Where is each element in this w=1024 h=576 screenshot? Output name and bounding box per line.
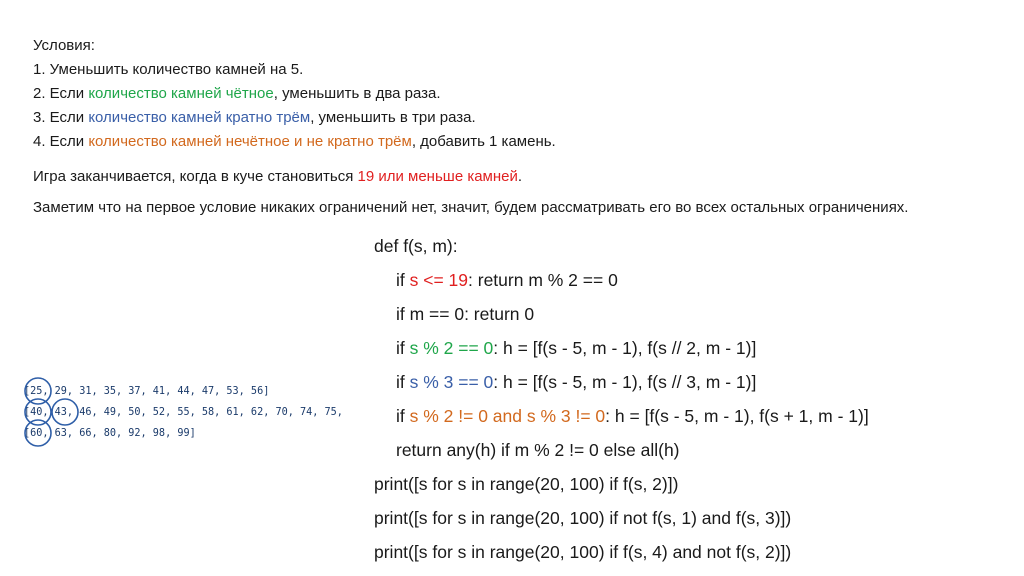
- code-even-moves: : h = [f(s - 5, m - 1), f(s // 2, m - 1)]: [493, 338, 757, 358]
- code-line-print-1: print([s for s in range(20, 100) if f(s, 2)]): [374, 474, 679, 494]
- code-triple-moves: : h = [f(s - 5, m - 1), f(s // 3, m - 1)]: [493, 372, 757, 392]
- condition-4-suffix: , добавить 1 камень.: [411, 133, 556, 150]
- code-line-odd: [374, 399, 869, 433]
- game-end-suffix: .: [517, 168, 523, 185]
- condition-3: [33, 106, 556, 130]
- code-odd-moves: : h = [f(s - 5, m - 1), f(s + 1, m - 1)]: [605, 406, 869, 426]
- condition-2-prefix: 2. Если: [33, 85, 89, 102]
- condition-2-highlight: количество камней чётное: [88, 85, 274, 102]
- code-odd-condition: s % 2 != 0 and s % 3 != 0: [409, 406, 606, 426]
- code-even-condition: s % 2 == 0: [409, 338, 494, 358]
- code-if-keyword: if: [396, 372, 410, 392]
- conditions-block: [33, 34, 556, 154]
- condition-4: [33, 130, 556, 154]
- code-line-even: [374, 331, 869, 365]
- output-arrays: [24, 381, 343, 444]
- code-line-def: def f(s, m):: [374, 236, 458, 256]
- code-line-triple: [374, 365, 869, 399]
- code-line-print-2: print([s for s in range(20, 100) if not f(s, 1) and f(s, 3)]): [374, 508, 792, 528]
- code-line-return: return any(h) if m % 2 != 0 else all(h): [396, 440, 680, 460]
- code-return-expr: : return m % 2 == 0: [468, 270, 618, 290]
- note-text: Заметим что на первое условие никаких ограничений нет, значит, будем рассматривать его во всех остальных ограничениях.: [33, 199, 909, 216]
- code-line-zero-moves: if m == 0: return 0: [396, 304, 535, 324]
- code-if-keyword: if: [396, 270, 410, 290]
- game-end-highlight: 19 или меньше камней: [357, 168, 518, 185]
- code-if-keyword: if: [396, 338, 410, 358]
- condition-2: [33, 82, 556, 106]
- game-end-prefix: Игра заканчивается, когда в куче становиться: [33, 168, 358, 185]
- code-line-base-case: [374, 263, 869, 297]
- condition-3-highlight: количество камней кратно трём: [88, 109, 311, 126]
- code-line-print-3: print([s for s in range(20, 100) if f(s, 4) and not f(s, 2)]): [374, 542, 792, 562]
- code-if-keyword: if: [396, 406, 410, 426]
- conditions-title: Условия:: [33, 37, 95, 54]
- code-triple-condition: s % 3 == 0: [409, 372, 494, 392]
- code-end-condition: s <= 19: [409, 270, 469, 290]
- condition-4-prefix: 4. Если: [33, 133, 89, 150]
- game-end-text: [33, 166, 522, 188]
- output-row-2: [40, 43, 46, 49, 50, 52, 55, 58, 61, 62, 70, 74, 75,: [24, 407, 343, 418]
- condition-3-suffix: , уменьшить в три раза.: [310, 109, 476, 126]
- code-block: [374, 229, 869, 569]
- output-row-3: [60, 63, 66, 80, 92, 98, 99]: [24, 428, 196, 439]
- output-row-1: [25, 29, 31, 35, 37, 41, 44, 47, 53, 56]: [24, 386, 270, 397]
- condition-3-prefix: 3. Если: [33, 109, 89, 126]
- condition-4-highlight: количество камней нечётное и не кратно трём: [88, 133, 412, 150]
- condition-1: 1. Уменьшить количество камней на 5.: [33, 61, 304, 78]
- condition-2-suffix: , уменьшить в два раза.: [273, 85, 441, 102]
